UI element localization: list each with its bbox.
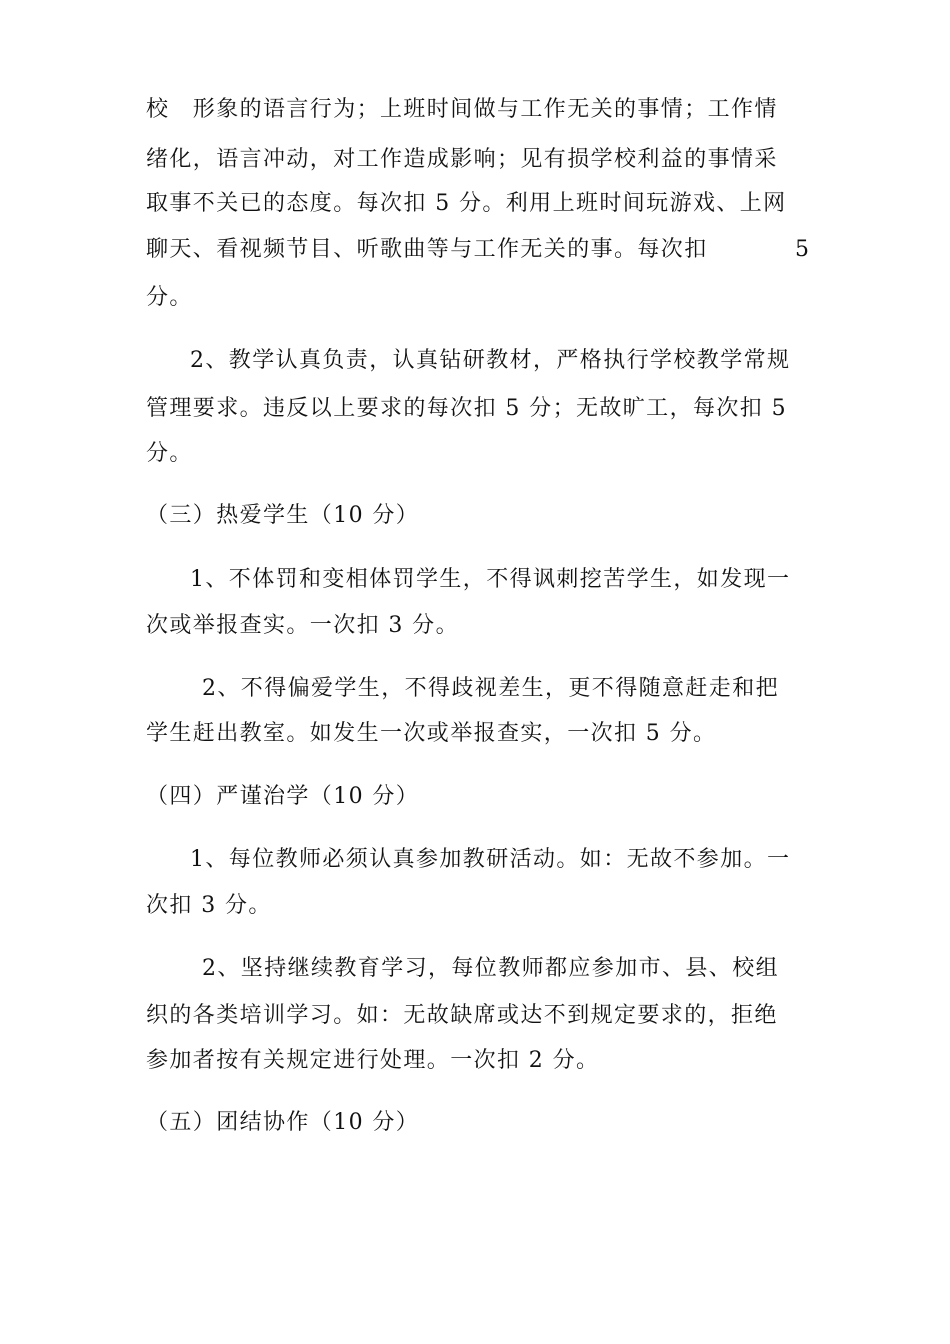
paragraph-line: 分。 [146, 285, 193, 310]
paragraph-line: 2、不得偏爱学生，不得歧视差生，更不得随意赶走和把 [202, 676, 779, 701]
section-heading: （三）热爱学生（10 分） [146, 503, 420, 528]
paragraph-line: 参加者按有关规定进行处理。一次扣 2 分。 [146, 1048, 600, 1073]
paragraph-line: 学生赶出教室。如发生一次或举报查实，一次扣 5 分。 [146, 721, 717, 746]
paragraph-line: 管理要求。违反以上要求的每次扣 5 分；无故旷工，每次扣 5 [146, 396, 787, 421]
section-heading: （四）严谨治学（10 分） [146, 784, 420, 809]
paragraph-line: 次或举报查实。一次扣 3 分。 [146, 613, 459, 638]
section-heading: （五）团结协作（10 分） [146, 1110, 420, 1135]
paragraph-line: 聊天、看视频节目、听歌曲等与工作无关的事。每次扣 [146, 237, 708, 262]
paragraph-line: 1、每位教师必须认真参加教研活动。如：无故不参加。一 [190, 847, 791, 872]
paragraph-line-tail: 5 [795, 237, 811, 262]
paragraph-line: 绪化，语言冲动，对工作造成影响；见有损学校利益的事情采 [146, 147, 778, 172]
paragraph-line: 取事不关已的态度。每次扣 5 分。利用上班时间玩游戏、上网 [146, 191, 787, 216]
paragraph-line: 2、教学认真负责，认真钻研教材，严格执行学校教学常规 [190, 348, 791, 373]
paragraph-line: 分。 [146, 441, 193, 466]
paragraph-line: 1、不体罚和变相体罚学生，不得讽刺挖苦学生，如发现一 [190, 567, 791, 592]
paragraph-line: 2、坚持继续教育学习，每位教师都应参加市、县、校组 [202, 956, 779, 981]
paragraph-line: 织的各类培训学习。如：无故缺席或达不到规定要求的，拒绝 [146, 1003, 778, 1028]
paragraph-line: 校 形象的语言行为；上班时间做与工作无关的事情；工作情 [146, 97, 778, 122]
paragraph-line: 次扣 3 分。 [146, 893, 272, 918]
